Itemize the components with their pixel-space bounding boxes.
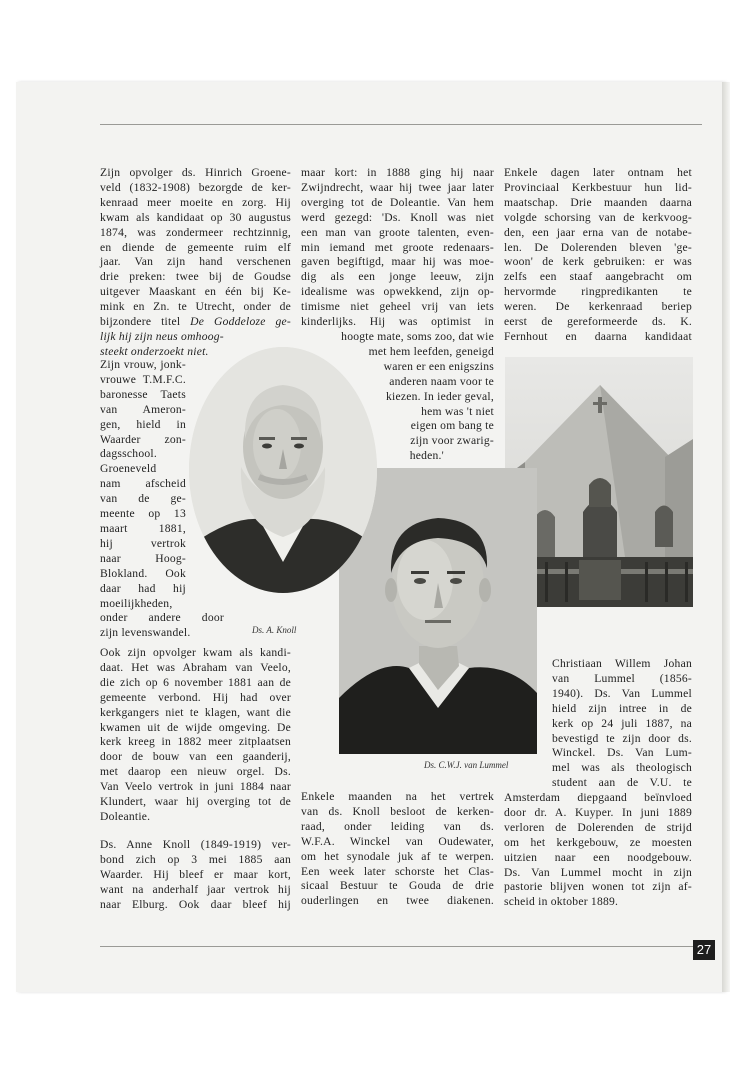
col1-para1-wrap: Zijn vrouw, jonk- vrouwe T.M.F.C. baronesse Taets van Ameron- gen, hield in Waarder zon- dagsschool. Groeneveld nam afscheid van de ge- meente op 13 maart 1881, hij vertrok naar Hoog- Blokland. Ook daar had hij moeilijkheden, onder andere door zijn levenswandel.	[100, 358, 224, 640]
knoll-photo	[189, 347, 377, 593]
page-number: 27	[693, 940, 715, 960]
page-fold	[722, 82, 730, 992]
col3-wrap: Christiaan Willem Johan van Lummel (1856- 1940). Ds. Van Lummel hield zijn intree in de kerk op 24 juli 1887, na bevestigd te zijn door ds. Winckel. Ds. Van Lum- mel was als theologisch student aan de V.U. te	[552, 657, 692, 790]
col1-para2: Ook zijn opvolger kwam als kandi- daat. Het was Abraham van Veelo, die zich op 6 november 1881 aan de gemeente verbond. Hij had over kerkgangers niet te klagen, want die kwamen uit de wijde omgeving. De kerk kreeg in 1882 meer zitplaatsen door de bouw van een gaanderij, met daarop een nieuw orgel. Ds. Van Veelo vertrok in juni 1884 naar Klundert, waar hij overging tot de Doleantie.	[100, 646, 291, 823]
bottom-rule	[100, 946, 702, 947]
col2-top: maar kort: in 1888 ging hij naar Zwijndrecht, waar hij twee jaar later overging tot de Doleantie. Van hem werd gezegd: 'Ds. Knoll was niet een man van groote talenten, even- min iemand met groote redenaars- gaven begiftigd, maar hij was moe- dig als een jonge leeuw, zijn idealisme was opwekkend, zijn op- timisme niet geheel vrij van iets kinderlijks. Hij was optimist in	[301, 166, 494, 329]
col3-top: Enkele dagen later ontnam het Provinciaal Kerkbestuur hun lid- maatschap. Drie maanden daarna volgde schorsing van de kerkvoog- den, een jaar erna van de notabe- len. De Dolerenden bleven 'ge- woon' de kerk gebruiken: er was zelfs een staaf aangebracht om hervormde ringpredikanten te weren. De kerkenraad beriep eerst de gereformeerde ds. K. Fernhout en daarna kandidaat	[504, 166, 692, 343]
top-rule	[100, 124, 702, 125]
book-page	[16, 82, 724, 992]
caption-lummel: Ds. C.W.J. van Lummel	[424, 760, 509, 770]
col1-para1: Zijn opvolger ds. Hinrich Groene- veld (1832-1908) bezorgde de ker- kenraad meer moeite en zorg. Hij kwam als kandidaat op 30 augustus 1874, was zondermeer rechtzinnig, en diende de gemeente ruim elf jaar. Van zijn hand verschenen drie preken: twee bij de Goudse uitgever Maaskant en één bij Ke- mink en Zn. te Utrecht, onder de bijzondere titel De Goddeloze ge- lijk hij zijn neus omhoog- steekt onderzoekt niet.	[100, 166, 291, 358]
caption-knoll: Ds. A. Knoll	[252, 625, 297, 635]
col3-bottom: Amsterdam diepgaand beïnvloed door dr. A. Kuyper. In juni 1889 verloren de Dolerenden de strijd om het kerkgebouw, ze moesten uitzien naar een noodgebouw. Ds. Van Lummel mocht in zijn pastorie blijven wonen tot zijn af- scheid in oktober 1889.	[504, 791, 692, 909]
col2-wrap: hoogte mate, soms zoo, dat wie met hem leefden, geneigd waren er een enigszins anderen naam voor te kiezen. In ieder geval, hem was 't niet eigen om bang te zijn voor zwarig- heden.'	[341, 330, 494, 463]
col1-para3: Ds. Anne Knoll (1849-1919) ver- bond zich op 3 mei 1885 aan Waarder. Hij bleef er maar kort, want na anderhalf jaar vertrok hij naar Elburg. Ook daar bleef hij	[100, 838, 291, 911]
col2-bottom: Enkele maanden na het vertrek van ds. Knoll besloot de kerken- raad, onder leiding van ds. W.F.A. Winckel van Oudewater, om het synodale juk af te werpen. Een week later schorste het Clas- sicaal Bestuur te Gouda de drie ouderlingen en twee diakenen.	[301, 790, 494, 908]
